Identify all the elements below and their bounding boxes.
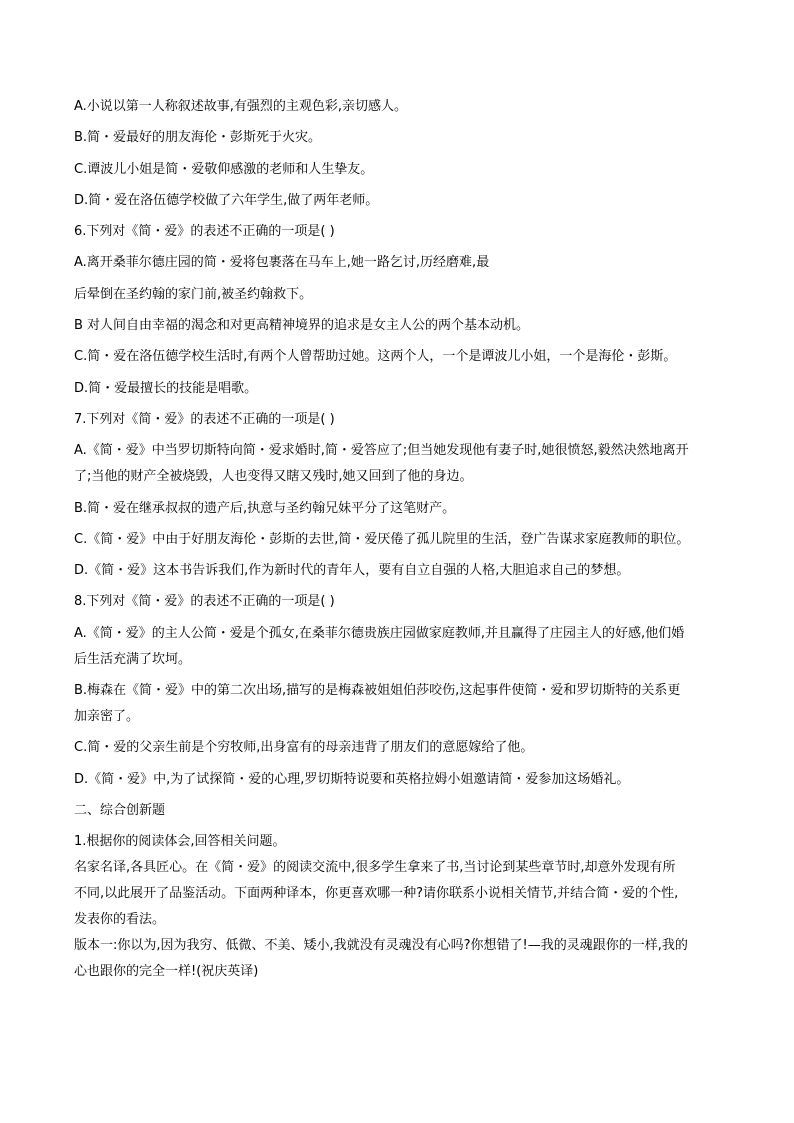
question-7-option-a: A.《简・爱》中当罗切斯特向简・爱求婚时,简・爱答应了;但当她发现他有妻子时,她很愤怒,毅然决然地离开 — [74, 443, 689, 459]
question-8-option-b: B.梅森在《简・爱》中的第二次出场,描写的是梅森被姐姐伯莎咬伤,这起事件使简・爱和罗切斯特的关系更 — [74, 683, 681, 699]
question-6-option-a: A.离开桑菲尔德庄园的简・爱将包裹落在马车上,她一路乞讨,历经磨难,最 — [74, 255, 490, 271]
question-7-option-c: C.《简・爱》中由于好朋友海伦・彭斯的去世,简・爱厌倦了孤儿院里的生活，登广告谋求家庭教师的职位。 — [74, 531, 690, 547]
question-1-intro-cont: 不同,以此展开了品鉴活动。下面两种译本，你更喜欢哪一种?请你联系小说相关情节,并结合简・爱的个性, — [74, 886, 679, 902]
document-body — [74, 98, 734, 989]
question-6-option-d: D.简・爱最擅长的技能是唱歌。 — [74, 380, 258, 396]
option-c-temple: C.谭波儿小姐是简・爱敬仰感激的老师和人生挚友。 — [74, 161, 374, 177]
option-a-narration: A.小说以第一人称叙述故事,有强烈的主观色彩,亲切感人。 — [74, 99, 408, 114]
question-6-stem: 6.下列对《简・爱》的表述不正确的一项是( ) — [74, 224, 335, 240]
question-8-option-a-cont: 后生活充满了坎坷。 — [74, 651, 192, 667]
translation-version-1-cont: 心也跟你的完全一样!(祝庆英译) — [74, 964, 259, 980]
option-b-helen: B.简・爱最好的朋友海伦・彭斯死于火灾。 — [74, 130, 322, 146]
question-7-option-a-cont: 了;当他的财产全被烧毁，人也变得又瞎又残时,她又回到了他的身边。 — [74, 469, 473, 485]
question-7-option-d: D.《简・爱》这本书告诉我们,作为新时代的青年人，要有自立自强的人格,大胆追求自己的梦想。 — [74, 563, 630, 579]
option-d-lowood: D.简・爱在洛伍德学校做了六年学生,做了两年老师。 — [74, 192, 379, 208]
question-6-option-c: C.简・爱在洛伍德学校生活时,有两个人曾帮助过她。这两个人，一个是谭波儿小姐，一个是海伦・彭斯。 — [74, 349, 677, 365]
comprehensive-question-1: 1.根据你的阅读体会,回答相关问题。 — [74, 834, 286, 850]
question-7-option-b: B.简・爱在继承叔叔的遗产后,执意与圣约翰兄妹平分了这笔财产。 — [74, 500, 456, 516]
question-6-option-a-cont: 后晕倒在圣约翰的家门前,被圣约翰救下。 — [74, 286, 313, 302]
question-8-option-d: D.《简・爱》中,为了试探简・爱的心理,罗切斯特说要和英格拉姆小姐邀请简・爱参加这场婚礼。 — [74, 771, 630, 787]
question-6-option-b: B 对人间自由幸福的渴念和对更高精神境界的追求是女主人公的两个基本动机。 — [74, 318, 530, 334]
question-7-stem: 7.下列对《简・爱》的表述不正确的一项是( ) — [74, 411, 335, 427]
question-1-intro: 名家名译,各具匠心。在《简・爱》的阅读交流中,很多学生拿来了书,当讨论到某些章节时,却意外发现有所 — [74, 860, 676, 876]
question-8-stem: 8.下列对《简・爱》的表述不正确的一项是( ) — [74, 594, 335, 610]
section-heading: 二、综合创新题 — [74, 802, 166, 818]
question-8-option-b-cont: 加亲密了。 — [74, 709, 140, 725]
question-8-option-a: A.《简・爱》的主人公简・爱是个孤女,在桑菲尔德贵族庄园做家庭教师,并且赢得了庄园主人的好感,他们婚 — [74, 625, 685, 641]
question-1-intro-end: 发表你的看法。 — [74, 912, 166, 928]
translation-version-1: 版本一:你以为,因为我穷、低微、不美、矮小,我就没有灵魂没有心吗?你想错了!—我的灵魂跟你的一样,我的 — [74, 938, 688, 954]
question-8-option-c: C.简・爱的父亲生前是个穷牧师,出身富有的母亲违背了朋友们的意愿嫁给了他。 — [74, 740, 534, 756]
